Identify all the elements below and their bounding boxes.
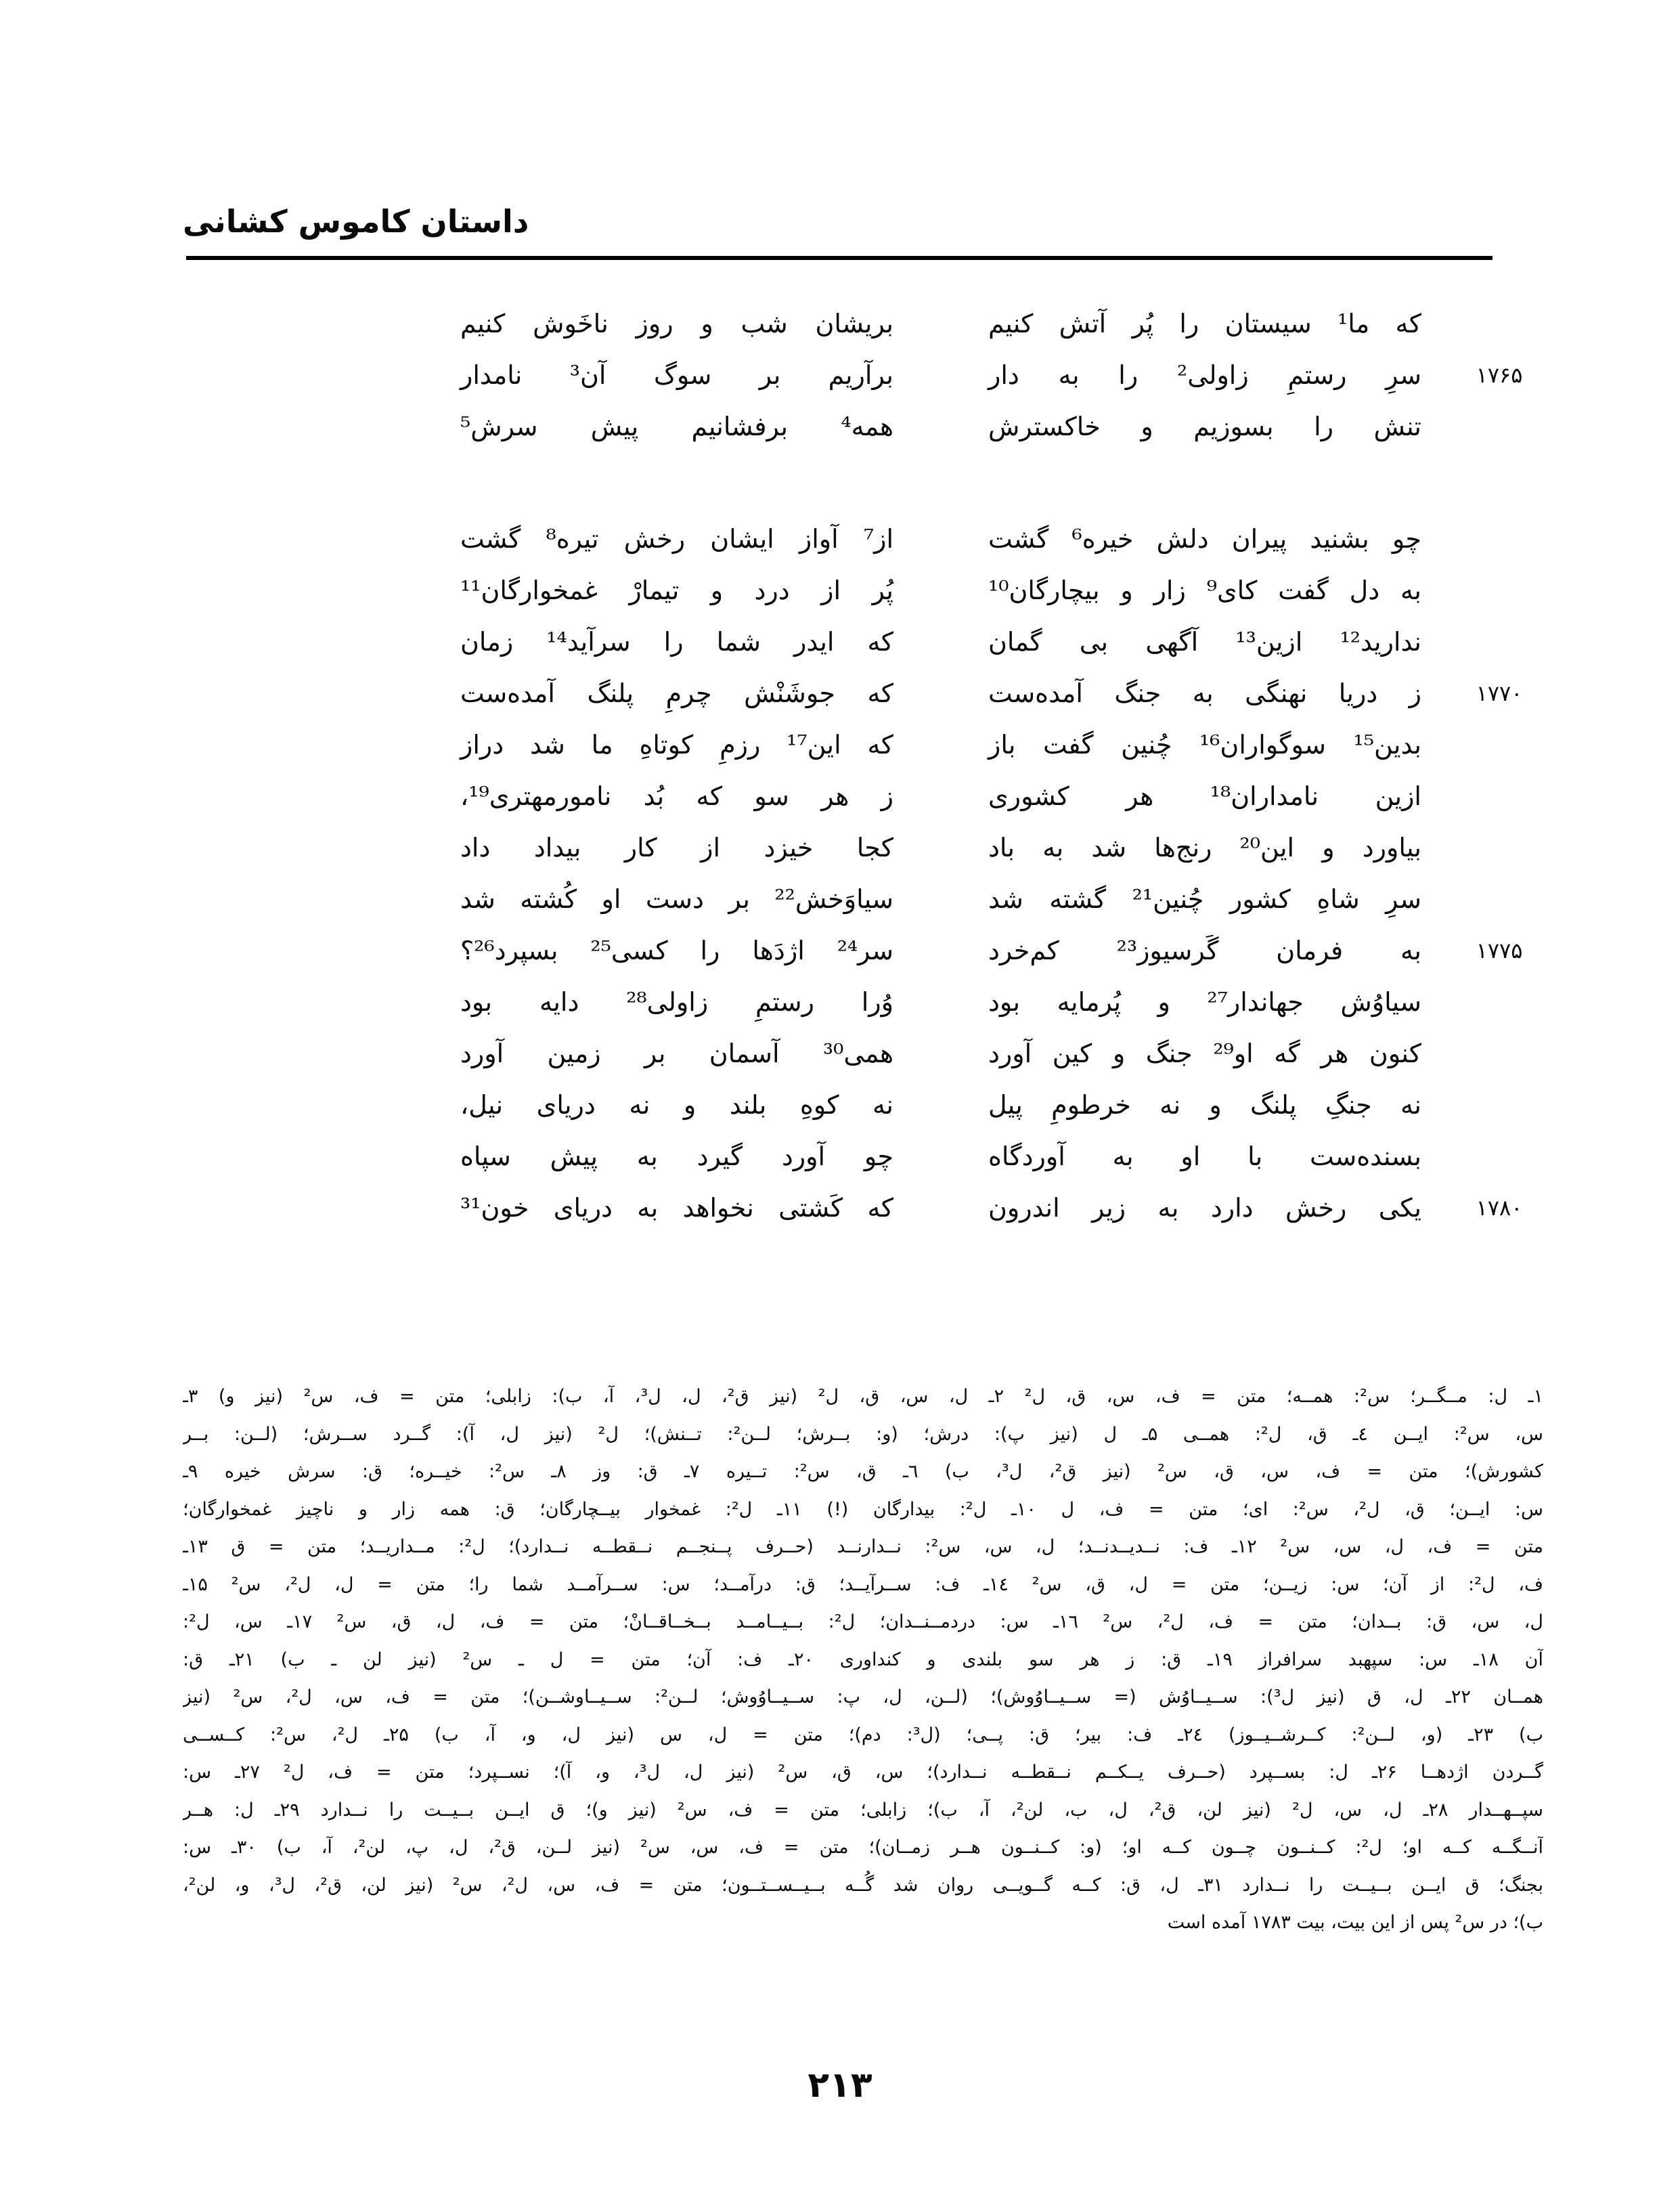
hemistich-right: به فرمان گَرسیوز²³ کم‌خرد xyxy=(988,936,1421,965)
hemistich-right: سرِ شاهِ کشور چُنین²¹ گشته شد xyxy=(988,884,1421,914)
hemistich-left: که ایدر شما را سرآید¹⁴ زمان xyxy=(460,627,893,657)
hemistich-left: پُر از درد و تیمارْ غمخوارگان¹¹ xyxy=(460,575,893,605)
stanza xyxy=(284,298,1523,452)
couplet xyxy=(284,298,1421,349)
line-number: ۱۷۷۵ xyxy=(1476,938,1523,963)
line-number: ۱۷۶۵ xyxy=(1476,362,1523,388)
hemistich-left: وُرا رستمِ زاولی²⁸ دایه بود xyxy=(460,987,893,1017)
footnote-line: آنــگــه کــه او؛ ل²: کــنــون چــون کــه او؛ (و: کــنــون هــر زمــان)؛ متن = ف، س، س² (نیز لــن، ق²، ل، پ، لن²، آ، ب) ۳۰ـ س: xyxy=(183,1837,1543,1858)
hemistich-right: سیاوُش جهاندار²⁷ و پُرمایه بود xyxy=(988,987,1421,1017)
couplet xyxy=(284,565,1421,616)
hemistich-right: چو بشنید پیران دلش خیره⁶ گشت xyxy=(988,524,1421,554)
couplet xyxy=(284,349,1523,401)
hemistich-left: همی³⁰ آسمان بر زمین آورد xyxy=(460,1039,893,1068)
running-head: داستان کاموس کشانی xyxy=(183,203,529,240)
couplet xyxy=(284,822,1421,873)
hemistich-left: از⁷ آواز ایشان رخش تیره⁸ گشت xyxy=(460,524,894,554)
stanza xyxy=(284,513,1523,1234)
couplet xyxy=(284,513,1421,565)
couplet xyxy=(284,1028,1421,1079)
hemistich-right: ز دریا نهنگی به جنگ آمده‌ست xyxy=(988,678,1421,708)
footnote-line: گــردن اژدهــا ۲۶ـ ل: بســپرد (حــرف یــکــم نــقطــه نــدارد)؛ س، ق، س² (نیز ل، ل³، و، آ)؛ نســپرد؛ متن = ف، ل² ۲۷ـ س: xyxy=(183,1762,1543,1783)
footnote-line: سپــهــدار ۲۸ـ ل، س، ل² (نیز لن، ق²، ل، ب، لن²، آ، ب)؛ زابلی؛ متن = ف، س² (نیز و)؛ ق ایــن بــیــت را نــدارد ۲۹ـ ل: هــر xyxy=(183,1799,1543,1821)
hemistich-left: سیاوَخش²² بر دست او کُشته شد xyxy=(460,884,893,914)
hemistich-right: تنش را بسوزیم و خاکسترش xyxy=(988,412,1421,441)
couplet xyxy=(284,873,1421,925)
hemistich-right: یکی رخش دارد به زیر اندرون xyxy=(988,1193,1421,1223)
hemistich-left: همه⁴ برفشانیم پیش سرش⁵ xyxy=(460,412,893,441)
hemistich-right: به دل گفت کای⁹ زار و بیچارگان¹⁰ xyxy=(988,575,1421,605)
footnote-line: ف، ل²: از آن؛ س: زیــن؛ متن = ل، ق، س² ١٤ـ ف: ســرآیــد؛ ق: درآمــد؛ س: ســرآمــد شما را؛ متن = ل، ل²، س² ۱۵ـ xyxy=(183,1573,1543,1595)
hemistich-right: کنون هر گه او²⁹ جنگ و کین آورد xyxy=(988,1039,1421,1068)
footnote-line: متن = ف، ل، س، س² ۱۲ـ ف: نــدیــدنــد؛ ل، س، س²: نــدارنــد (حــرف پــنجــم نــقطــه نــدارد)؛ ل²: مــداریــد؛ متن = ق ۱۳ـ xyxy=(183,1536,1543,1557)
couplet xyxy=(284,616,1421,668)
page-number: ۲۱۳ xyxy=(808,2065,872,2106)
hemistich-left: چو آورد گیرد به پیش سپاه xyxy=(460,1141,893,1171)
hemistich-left: نه کوهِ بلند و نه دریای نیل، xyxy=(460,1090,893,1120)
hemistich-right: بدین¹⁵ سوگواران¹⁶ چُنین گفت باز xyxy=(988,730,1421,760)
couplet xyxy=(284,1131,1421,1182)
footnote-line: آن ۱۸ـ س: سپهبد سرافراز ۱۹ـ ق: ز هر سو بلندی و کنداوری ۲۰ـ ف: آن؛ متن = ل ـ س² (نیز لن ـ ب) ۲۱ـ ق: xyxy=(183,1649,1543,1670)
couplet xyxy=(284,976,1421,1028)
hemistich-left: که جوشَنْش چرمِ پلنگ آمده‌ست xyxy=(460,678,893,708)
footnote-line: همــان ۲۲ـ ل، ق (نیز ل³): ســیــاوُش (= ســیــاوُوش)؛ (لــن، ل، پ: ســیــاوُوش؛ لــن²: ســیــاوشــن)؛ متن = ف، س، ل²، س² (نیز xyxy=(183,1686,1543,1707)
hemistich-left: بریشان شب و روز ناخَوش کنیم xyxy=(460,309,893,339)
couplet xyxy=(284,925,1523,976)
line-number: ۱۷۷۰ xyxy=(1476,680,1523,706)
footnotes xyxy=(183,1378,1543,1942)
hemistich-right: ندارید¹² ازین¹³ آگهی بی گمان xyxy=(988,627,1421,657)
footnote-line: س، س²: ایــن ٤ـ ق، ل²: همــی ۵ـ ل (نیز پ): درش؛ (و: بــرش؛ لــن²: تــنش)؛ ل² (نیز ل، آ): گــرد ســرش؛ (لــن: بــر xyxy=(183,1423,1543,1445)
line-number: ۱۷۸۰ xyxy=(1476,1195,1523,1221)
hemistich-right: ازین نامداران¹⁸ هر کشوری xyxy=(988,781,1421,811)
hemistich-right: که ما¹ سیستان را پُر آتش کنیم xyxy=(988,309,1421,339)
footnote-line: ۱ـ ل: مــگــر؛ س²: همــه؛ متن = ف، س، ق، ل² ۲ـ ل، س، ق، ل² (نیز ق²، ل، ل³، آ، ب): زابلی؛ متن = ف، س² (نیز و) ۳ـ xyxy=(183,1386,1543,1407)
couplet xyxy=(284,1079,1421,1131)
hemistich-left: کجا خیزد از کار بیداد داد xyxy=(460,833,893,863)
hemistich-left: سر²⁴ اژدَها را کسی²⁵ بسپرد²⁶؟ xyxy=(460,936,893,965)
footnote-line: بجنگ؛ ق ایــن بــیــت را نــدارد ۳۱ـ ل، ق: کــه گــویــی روان شد گُــه بــیــســتــون؛ متن = ف، س، ل²، س² (نیز لن، ق²، ل³، و، لن²، xyxy=(183,1874,1543,1896)
footnote-line: ل، س، ق: بــدان؛ متن = ف، ل²، س² ١٦ـ س: دردمــنــدان؛ ل²: بــیــامــد بــخــاقــانْ؛ متن = ف، ل، ق، س² ۱۷ـ س، ل²: xyxy=(183,1611,1543,1632)
header-rule xyxy=(186,256,1493,260)
footnote-line: ب) ۲۳ـ (و، لــن²: کــرشــیــوز) ۲٤ـ ف: بیر؛ ق: پــی؛ (ل³: دم)؛ متن = ل، س (نیز ل، و، آ، ب) ۲۵ـ ل²، س²: کــســی xyxy=(183,1724,1543,1745)
hemistich-right: بسنده‌ست با او به آوردگاه xyxy=(988,1141,1421,1171)
hemistich-right: سرِ رستمِ زاولی² را به دار xyxy=(988,360,1421,390)
hemistich-left: برآریم بر سوگ آن³ نامدار xyxy=(460,360,893,390)
hemistich-left: که این¹⁷ رزمِ کوتاهِ ما شد دراز xyxy=(460,730,893,760)
couplet xyxy=(284,668,1523,719)
couplet xyxy=(284,401,1421,452)
couplet xyxy=(284,770,1421,822)
couplet xyxy=(284,1182,1523,1234)
hemistich-left: ز هر سو که بُد نامورمهتری¹⁹، xyxy=(460,781,893,811)
hemistich-right: بیاورد و این²⁰ رنج‌ها شد به باد xyxy=(988,833,1421,863)
footnote-line: ب)؛ در س² پس از این بیت، بیت ۱۷۸۳ آمده است xyxy=(1167,1912,1543,1933)
footnote-line: س: ایــن؛ ق، ل²، س²: ای؛ متن = ف، ل ۱۰ـ ل²: بیدارگان (!) ۱۱ـ ل²: غمخوار بیــچارگان؛ ق: همه زار و ناچیز غمخوارگان؛ xyxy=(183,1498,1543,1520)
footnote-line: کشورش)؛ متن = ف، س، ق، س² (نیز ق²، ل³، ب) ٦ـ ق، س²: تــیره ۷ـ ق: وز ۸ـ س²: خیــره؛ ق: سرش خیره ۹ـ xyxy=(183,1461,1543,1482)
couplet xyxy=(284,719,1421,770)
verse-body xyxy=(284,298,1523,1294)
hemistich-right: نه جنگِ پلنگ و نه خرطومِ پیل xyxy=(988,1090,1421,1120)
hemistich-left: که کَشتی نخواهد به دریای خون³¹ xyxy=(460,1193,893,1223)
